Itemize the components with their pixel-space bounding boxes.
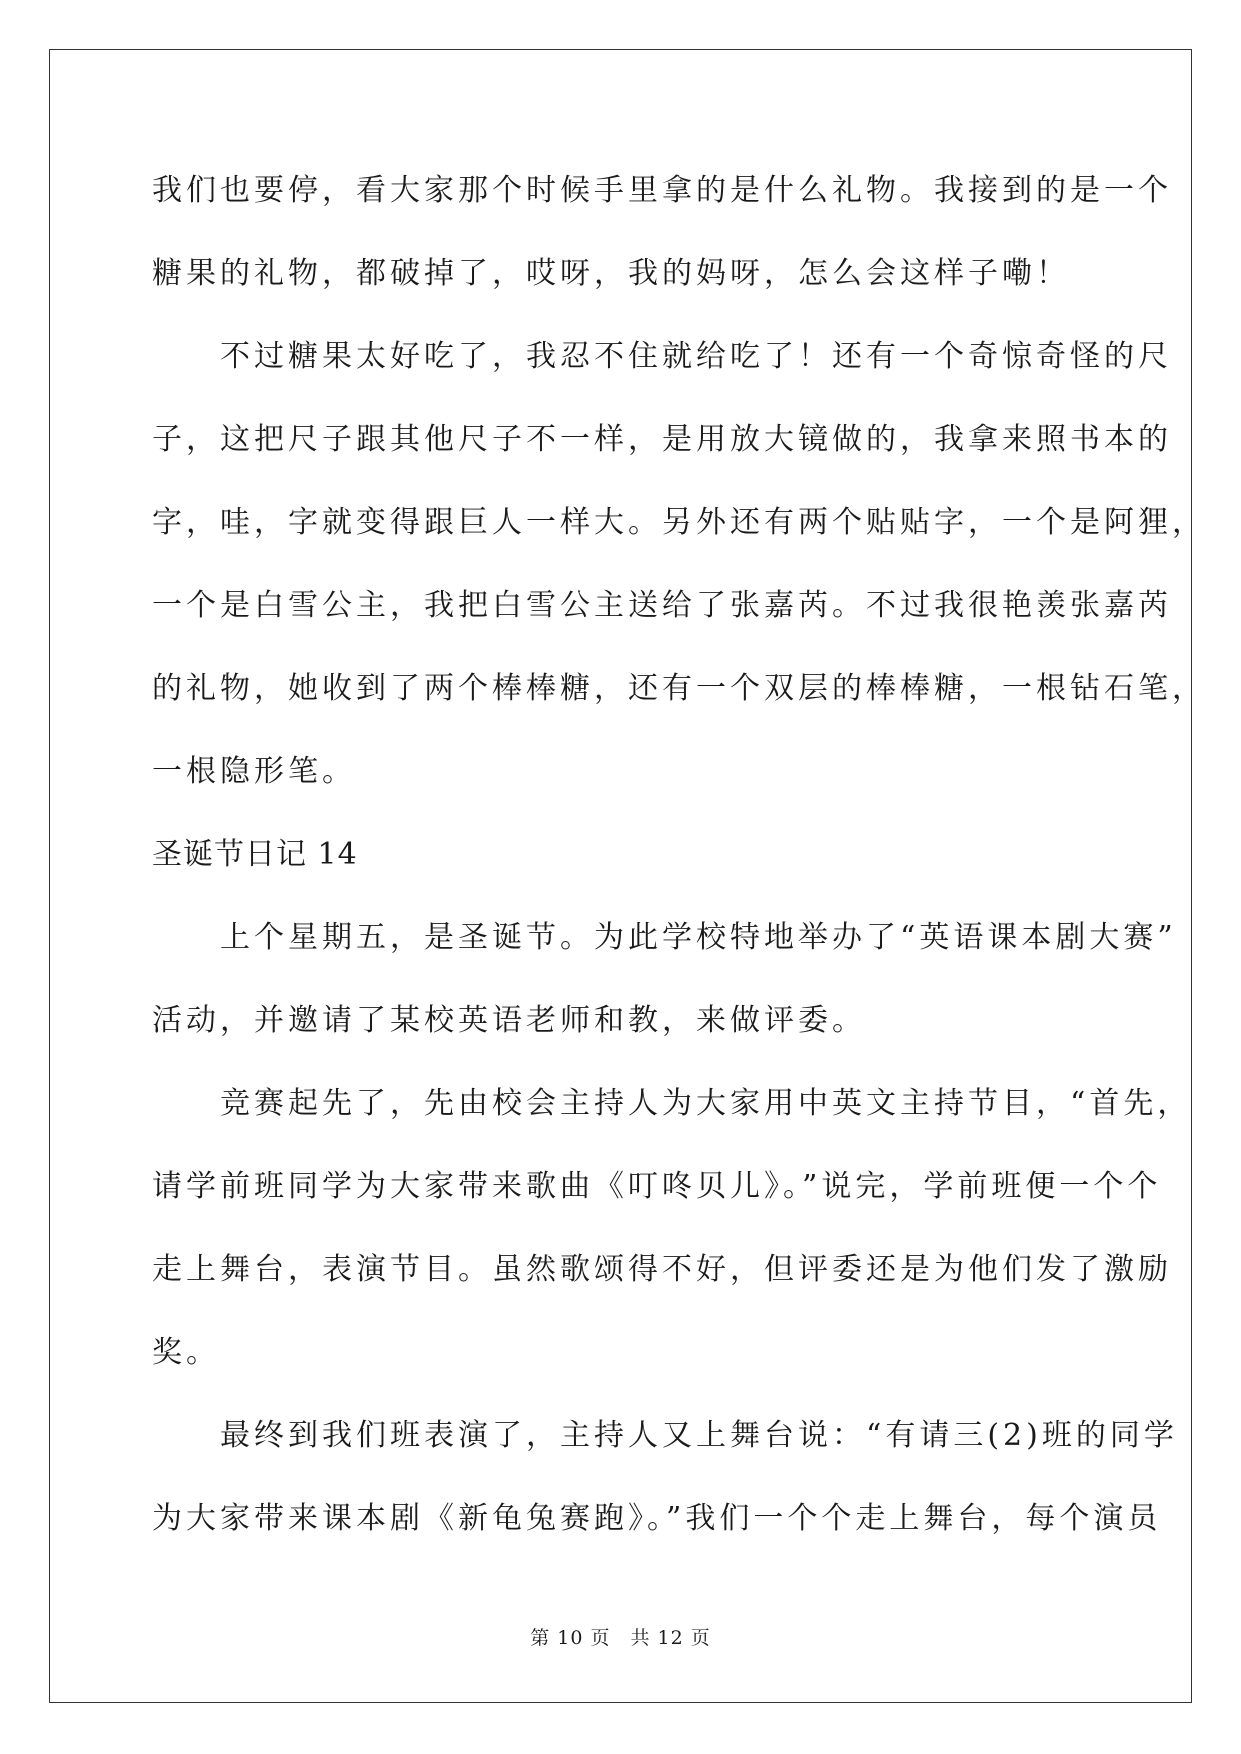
text-line: 我们也要停，看大家那个时候手里拿的是什么礼物。我接到的是一个	[152, 173, 1172, 208]
page-number-footer: 第 10 页 共 12 页	[530, 1627, 711, 1649]
text-line: 一根隐形笔。	[152, 754, 356, 789]
text-line: 走上舞台，表演节目。虽然歌颂得不好，但评委还是为他们发了激励	[152, 1252, 1172, 1287]
text-line: 竞赛起先了，先由校会主持人为大家用中英文主持节目，“首先，	[152, 1086, 1192, 1121]
text-line: 请学前班同学为大家带来歌曲《叮咚贝儿》。”说完，学前班便一个个	[152, 1169, 1162, 1204]
text-line: 不过糖果太好吃了，我忍不住就给吃了！还有一个奇惊奇怪的尺	[152, 339, 1172, 374]
section-heading: 圣诞节日记 14	[152, 837, 358, 872]
text-line: 上个星期五，是圣诞节。为此学校特地举办了“英语课本剧大赛”	[152, 920, 1177, 955]
document-body	[152, 163, 1206, 1574]
text-line: 子，这把尺子跟其他尺子不一样，是用放大镜做的，我拿来照书本的	[152, 422, 1172, 457]
text-line: 为大家带来课本剧《新龟兔赛跑》。”我们一个个走上舞台，每个演员	[152, 1501, 1162, 1536]
text-line: 一个是白雪公主，我把白雪公主送给了张嘉芮。不过我很艳羡张嘉芮	[152, 588, 1172, 623]
text-line: 活动，并邀请了某校英语老师和教，来做评委。	[152, 1003, 866, 1038]
text-line: 最终到我们班表演了，主持人又上舞台说：“有请三(2)班的同学	[152, 1418, 1178, 1453]
text-line: 的礼物，她收到了两个棒棒糖，还有一个双层的棒棒糖，一根钻石笔，	[152, 671, 1206, 706]
text-line: 奖。	[152, 1335, 220, 1370]
text-line: 糖果的礼物，都破掉了，哎呀，我的妈呀，怎么会这样子嘞！	[152, 256, 1070, 291]
text-line: 字，哇，字就变得跟巨人一样大。另外还有两个贴贴字，一个是阿狸，	[152, 505, 1206, 540]
